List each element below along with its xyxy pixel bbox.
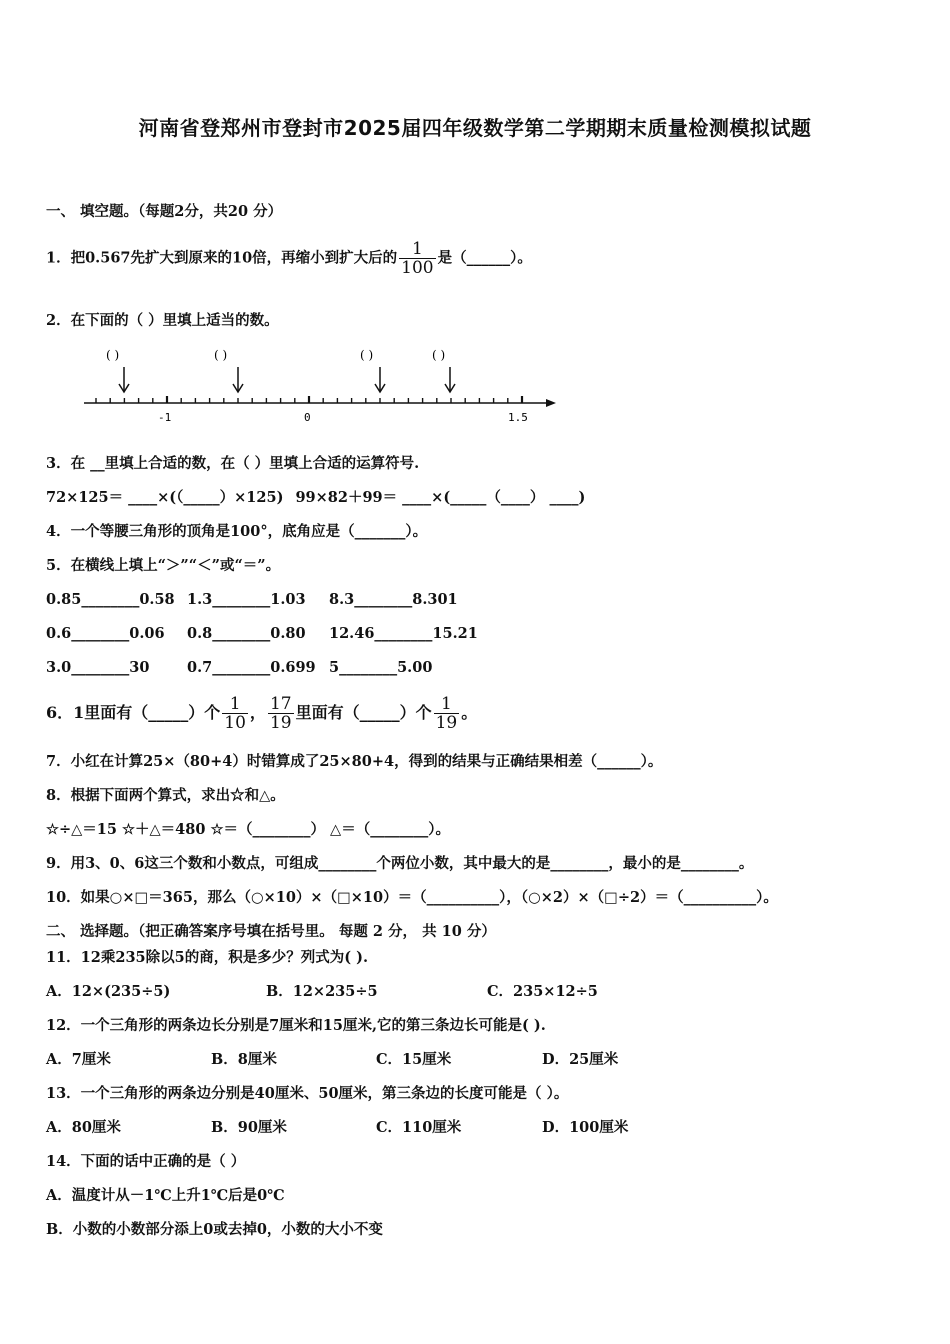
q5-row: [46, 624, 478, 644]
number-line-blank: ( ): [214, 348, 228, 362]
q6-end: 。: [461, 703, 478, 722]
q13-option-a: A．80厘米: [46, 1119, 121, 1136]
number-line-blank: ( ): [360, 348, 374, 362]
q6-frac2-num: 17: [269, 694, 292, 714]
q12-option-a: A．7厘米: [46, 1051, 111, 1068]
q1-fraction: [399, 240, 435, 277]
q12-option-b: B．8厘米: [211, 1051, 277, 1068]
q12-options: [46, 1050, 618, 1070]
question-11: 11．12乘235除以5的商，积是多少？列式为( ).: [46, 949, 369, 966]
q12-option-c: C．15厘米: [376, 1051, 452, 1068]
q5-item: 12.46________15.21: [329, 625, 478, 642]
question-9: 9．用3、0、6这三个数和小数点，可组成________个两位小数，其中最大的是________，最小的是________。: [46, 855, 754, 872]
q5-row: [46, 590, 458, 610]
q6-fraction-3: [434, 695, 460, 732]
q1-text: 1．把0.567先扩大到原来的10倍，再缩小到扩大后的: [46, 249, 398, 267]
number-line-ticks: [96, 396, 522, 403]
q1-answer: 是（______）。: [437, 249, 532, 267]
q5-item: 0.8________0.80: [187, 625, 306, 642]
q13-options: [46, 1118, 628, 1138]
question-4: 4．一个等腰三角形的顶角是100°，底角应是（_______）。: [46, 523, 428, 540]
q12-option-d: D．25厘米: [542, 1051, 619, 1068]
q14-option-a: A．温度计从－1℃上升1℃后是0℃: [46, 1187, 285, 1204]
q1-frac-den: 100: [401, 258, 434, 278]
q6-sep: ，: [249, 703, 266, 722]
q5-item: 5________5.00: [329, 659, 433, 676]
question-1: [46, 240, 532, 277]
q6-text-1: 6．1里面有（_____）个: [46, 703, 221, 722]
question-3: 3．在 __里填上合适的数，在（ ）里填上合适的运算符号.: [46, 455, 420, 472]
q3-expr-1: 72×125＝ ____×(（_____）×125): [46, 489, 284, 506]
question-2: 2．在下面的（ ）里填上适当的数。: [46, 312, 279, 329]
q5-item: 8.3________8.301: [329, 591, 458, 608]
q11-options: [46, 982, 598, 1002]
number-line-blank: ( ): [106, 348, 120, 362]
q5-row: [46, 658, 432, 678]
section-2-heading: 二、 选择题。（把正确答案序号填在括号里。 每题 2 分， 共 10 分）: [46, 923, 496, 940]
q11-option-c: C．235×12÷5: [487, 983, 598, 1000]
axis-arrow-icon: [546, 399, 556, 407]
question-12: 12．一个三角形的两条边长分别是7厘米和15厘米,它的第三条边长可能是( ).: [46, 1017, 546, 1034]
question-7: 7．小红在计算25×（80+4）时错算成了25×80+4，得到的结果与正确结果相差（______）。: [46, 753, 663, 770]
q5-item: 3.0________30: [46, 659, 150, 676]
question-5: 5．在横线上填上“＞”“＜”或“＝”。: [46, 557, 281, 574]
number-line: [80, 345, 560, 425]
q13-option-d: D．100厘米: [542, 1119, 629, 1136]
down-arrow-icon: [233, 367, 243, 392]
number-line-blank: ( ): [432, 348, 446, 362]
page-title: 河南省登郑州市登封市2025届四年级数学第二学期期末质量检测模拟试题: [138, 116, 812, 140]
q6-fraction-2: [268, 695, 294, 732]
q6-fraction-1: [222, 695, 248, 732]
q5-item: 0.85________0.58: [46, 591, 175, 608]
q6-frac1-num: 1: [222, 695, 248, 714]
q6-frac2-den: 19: [269, 713, 292, 733]
question-14: 14．下面的话中正确的是（ ）: [46, 1153, 246, 1170]
question-8: 8．根据下面两个算式，求出☆和△。: [46, 787, 285, 804]
number-line-label-1-5: 1.5: [508, 411, 528, 424]
q3-expr-2: 99×82＋99＝ ____×(_____（____） ____): [295, 489, 586, 506]
question-13: 13．一个三角形的两条边分别是40厘米、50厘米，第三条边的长度可能是（ ）。: [46, 1085, 569, 1102]
q6-frac3-num: 1: [434, 695, 460, 714]
q11-option-b: B．12×235÷5: [266, 983, 378, 1000]
q6-frac3-den: 19: [435, 713, 458, 733]
q1-frac-num: 1: [399, 240, 435, 259]
q5-item: 1.3________1.03: [187, 591, 306, 608]
question-10: 10．如果○×□＝365，那么（○×10）×（□×10）＝（__________），（○×2）×（□÷2）＝（__________）。: [46, 889, 778, 906]
q6-text-2: 里面有（_____）个: [295, 703, 432, 722]
q5-item: 0.7________0.699: [187, 659, 316, 676]
number-line-label-neg1: -1: [158, 411, 172, 424]
section-1-heading: 一、 填空题。（每题2分，共20 分）: [46, 203, 283, 220]
q14-option-b: B．小数的小数部分添上0或去掉0，小数的大小不变: [46, 1221, 383, 1238]
down-arrow-icon: [119, 367, 129, 392]
question-8-expression: ☆÷△＝15 ☆＋△＝480 ☆＝（________） △＝（________）。: [46, 821, 450, 838]
question-3-expressions: [46, 488, 585, 508]
q13-option-c: C．110厘米: [376, 1119, 462, 1136]
q13-option-b: B．90厘米: [211, 1119, 287, 1136]
question-6: [46, 695, 477, 732]
number-line-label-0: 0: [304, 411, 311, 424]
down-arrow-icon: [445, 367, 455, 392]
q6-frac1-den: 10: [224, 713, 246, 733]
down-arrow-icon: [375, 367, 385, 392]
q11-option-a: A．12×(235÷5): [46, 983, 171, 1000]
q5-item: 0.6________0.06: [46, 625, 165, 642]
